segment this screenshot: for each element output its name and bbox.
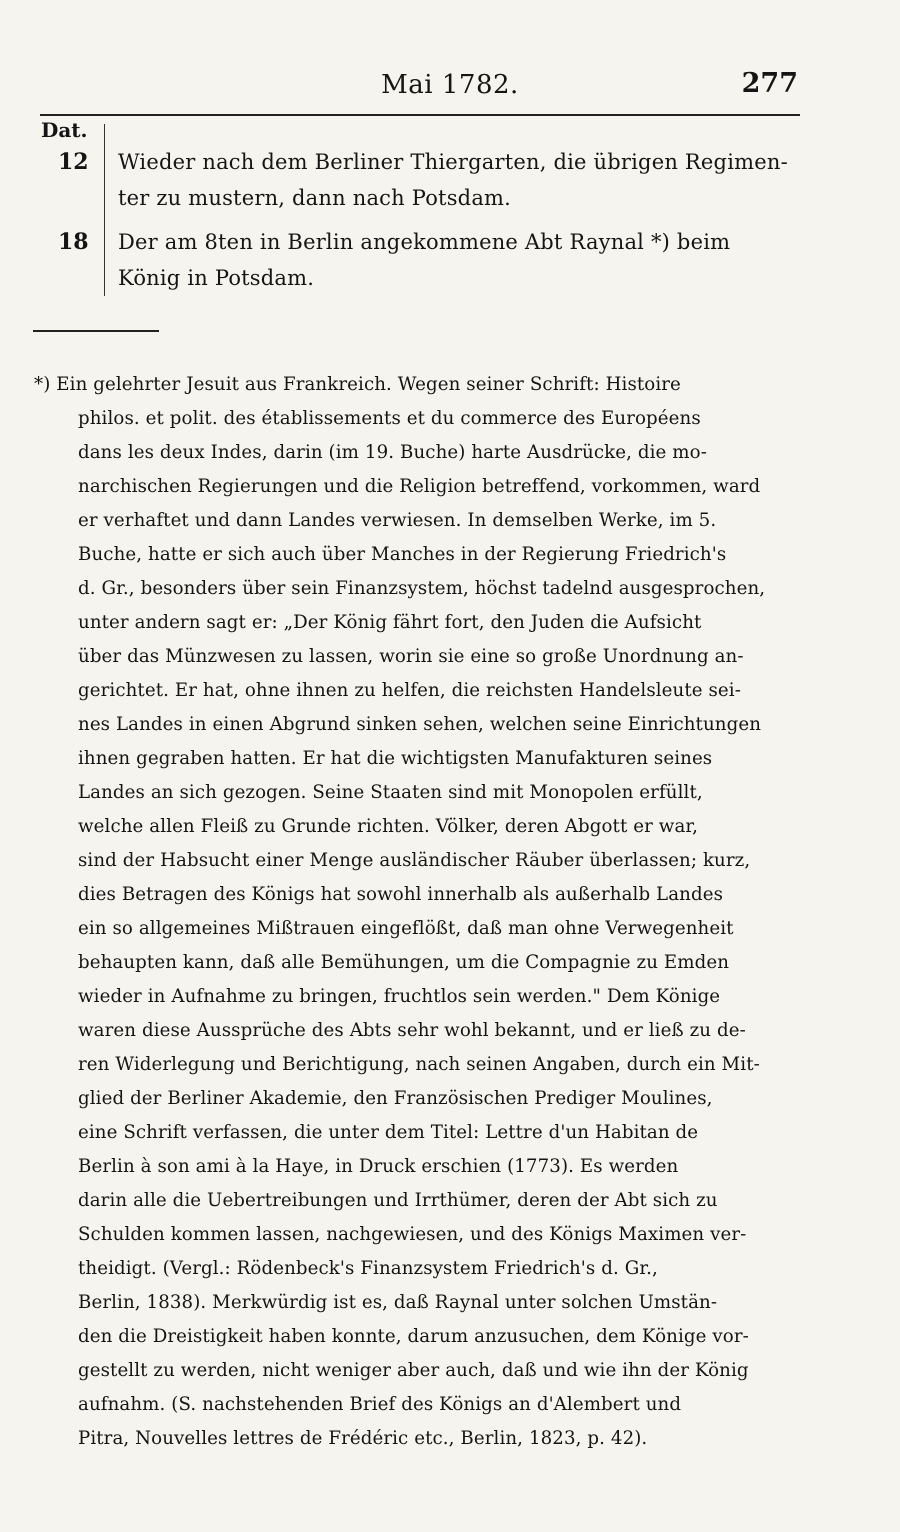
page-number: 277 xyxy=(741,68,798,99)
entry-line: ter zu mustern, dann nach Potsdam. xyxy=(118,186,512,210)
footnote-line: eine Schrift verfassen, die unter dem Titel: Lettre d'un Habitan de xyxy=(78,1122,699,1143)
footnote-line: glied der Berliner Akademie, den Französischen Prediger Moulines, xyxy=(78,1088,713,1109)
page-title: Mai 1782. xyxy=(381,70,519,100)
footnote-line: welche allen Fleiß zu Grunde richten. Völker, deren Abgott er war, xyxy=(78,816,699,837)
footnote-line: den die Dreistigkeit haben konnte, darum anzusuchen, dem Könige vor- xyxy=(78,1326,749,1347)
footnote-line: Berlin, 1838). Merkwürdig ist es, daß Raynal unter solchen Umstän- xyxy=(78,1292,718,1313)
footnote-line: darin alle die Uebertreibungen und Irrthümer, deren der Abt sich zu xyxy=(78,1190,718,1211)
entry-day: 12 xyxy=(58,149,89,175)
footnote-line: über das Münzwesen zu lassen, worin sie eine so große Unordnung an- xyxy=(78,646,744,667)
page-header xyxy=(0,66,900,106)
footnote-line: gestellt zu werden, nicht weniger aber auch, daß und wie ihn der König xyxy=(78,1360,749,1381)
footnote-rule xyxy=(33,330,159,332)
footnote-line: ein so allgemeines Mißtrauen eingeflößt, daß man ohne Verwegenheit xyxy=(78,918,734,939)
footnote-line: aufnahm. (S. nachstehenden Brief des Königs an d'Alembert und xyxy=(78,1394,682,1415)
footnote-line: Berlin à son ami à la Haye, in Druck erschien (1773). Es werden xyxy=(78,1156,679,1177)
footnote-line: Landes an sich gezogen. Seine Staaten sind mit Monopolen erfüllt, xyxy=(78,782,703,803)
footnote-line: ihnen gegraben hatten. Er hat die wichtigsten Manufakturen seines xyxy=(78,748,713,769)
footnote-line: theidigt. (Vergl.: Rödenbeck's Finanzsystem Friedrich's d. Gr., xyxy=(78,1258,658,1279)
footnote-line: ren Widerlegung und Berichtigung, nach seinen Angaben, durch ein Mit- xyxy=(78,1054,760,1075)
header-rule xyxy=(40,114,800,116)
footnote-line: er verhaftet und dann Landes verwiesen. In demselben Werke, im 5. xyxy=(78,510,717,531)
footnote-line: waren diese Aussprüche des Abts sehr wohl bekannt, und er ließ zu de- xyxy=(78,1020,746,1041)
footnote-line: behaupten kann, daß alle Bemühungen, um die Compagnie zu Emden xyxy=(78,952,730,973)
footnote-line: philos. et polit. des établissements et du commerce des Européens xyxy=(78,408,701,429)
footnote-line: unter andern sagt er: „Der König fährt fort, den Juden die Aufsicht xyxy=(78,612,702,633)
entry-line: König in Potsdam. xyxy=(118,266,315,290)
footnote-line: *) Ein gelehrter Jesuit aus Frankreich. Wegen seiner Schrift: Histoire xyxy=(34,374,681,395)
footnote-line: dans les deux Indes, darin (im 19. Buche) harte Ausdrücke, die mo- xyxy=(78,442,707,463)
footnote-line: dies Betragen des Königs hat sowohl innerhalb als außerhalb Landes xyxy=(78,884,724,905)
date-column-label: Dat. xyxy=(41,118,88,142)
footnote-line: gerichtet. Er hat, ohne ihnen zu helfen, die reichsten Handelsleute sei- xyxy=(78,680,741,701)
footnote-line: d. Gr., besonders über sein Finanzsystem, höchst tadelnd ausgesprochen, xyxy=(78,578,766,599)
footnote-line: Schulden kommen lassen, nachgewiesen, und des Königs Maximen ver- xyxy=(78,1224,747,1245)
footnote-line: narchischen Regierungen und die Religion betreffend, vorkommen, ward xyxy=(78,476,761,497)
footnote-line: sind der Habsucht einer Menge ausländischer Räuber überlassen; kurz, xyxy=(78,850,751,871)
footnote-line: Buche, hatte er sich auch über Manches in der Regierung Friedrich's xyxy=(78,544,727,565)
date-column-divider xyxy=(104,124,105,296)
footnote-line: Pitra, Nouvelles lettres de Frédéric etc., Berlin, 1823, p. 42). xyxy=(78,1428,648,1449)
entry-day: 18 xyxy=(58,229,89,255)
entry-line: Der am 8ten in Berlin angekommene Abt Raynal *) beim xyxy=(118,230,731,254)
footnote-line: nes Landes in einen Abgrund sinken sehen, welchen seine Einrichtungen xyxy=(78,714,762,735)
entry-line: Wieder nach dem Berliner Thiergarten, die übrigen Regimen- xyxy=(118,150,788,174)
footnote-line: wieder in Aufnahme zu bringen, fruchtlos sein werden." Dem Könige xyxy=(78,986,721,1007)
